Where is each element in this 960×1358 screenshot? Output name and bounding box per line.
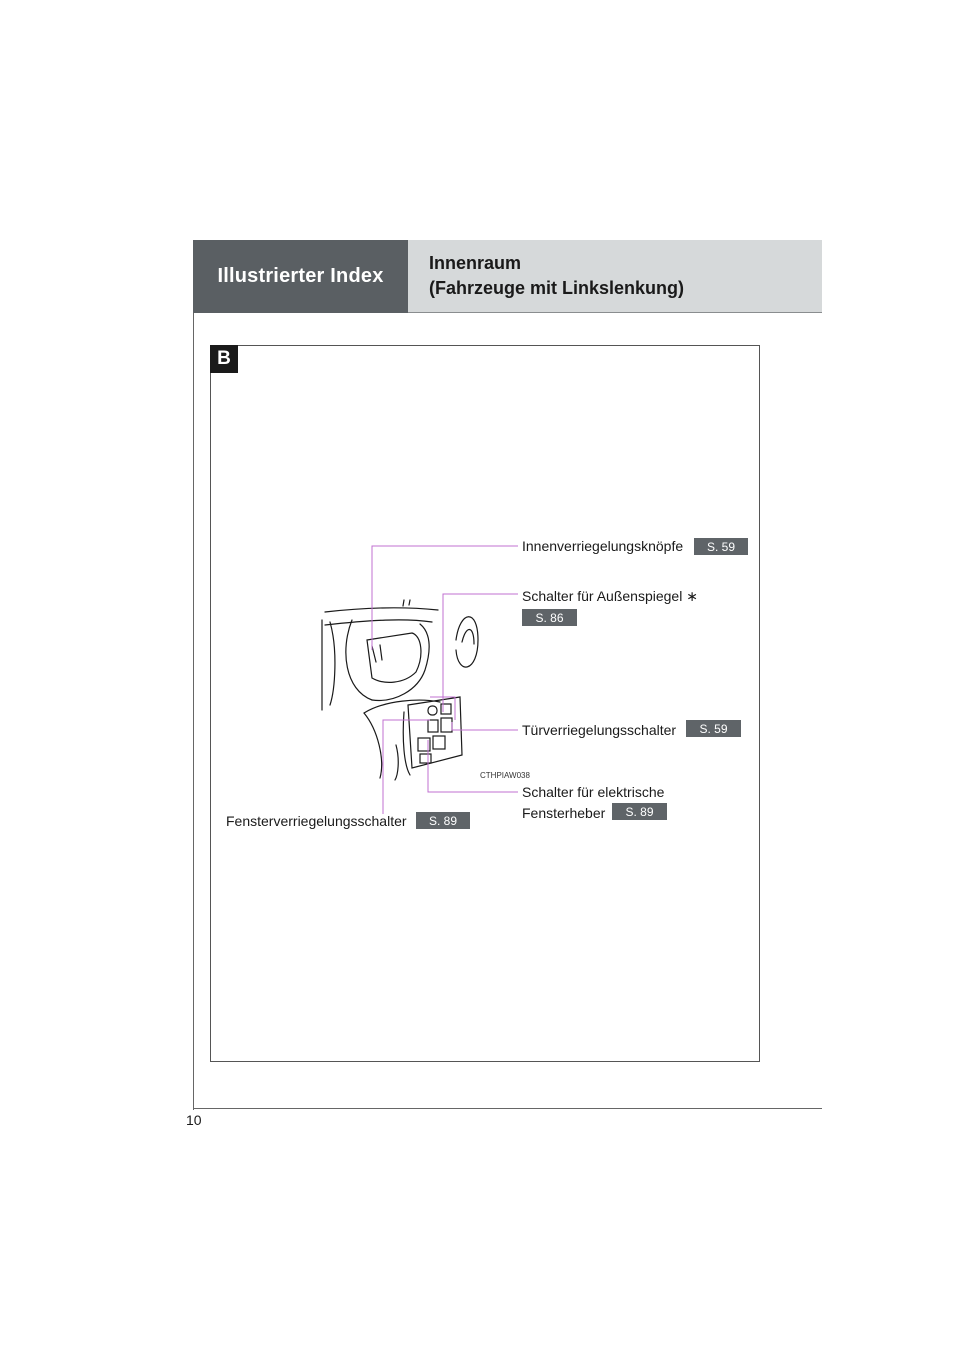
figure-code: CTHPIAW038 [480,771,530,780]
section-title: Illustrierter Index [193,240,408,313]
callout-fensterheber-label1: Schalter für elektrische [522,784,665,800]
callout-fensterheber-ref[interactable]: S. 89 [612,803,667,820]
callout-innenverriegelung-label: Innenverriegelungsknöpfe [522,538,684,554]
callout-fensterverriegelung-ref[interactable]: S. 89 [416,812,470,829]
callout-tuerverriegelung-ref[interactable]: S. 59 [686,720,741,737]
panel-badge: B [210,345,238,373]
callout-tuerverriegelung-label: Türverriegelungsschalter [522,722,677,738]
page-title-line1: Innenraum [429,253,522,273]
page-title-line2: (Fahrzeuge mit Linkslenkung) [429,278,685,298]
callout-fensterheber-label2: Fensterheber [522,805,606,821]
callout-fensterverriegelung-label: Fensterverriegelungsschalter [226,813,407,829]
callout-innenverriegelung-ref[interactable]: S. 59 [694,538,748,555]
callout-aussenspiegel-ref[interactable]: S. 86 [522,609,577,626]
callout-aussenspiegel-label: Schalter für Außenspiegel ∗ [522,588,698,604]
page-number: 10 [186,1112,202,1128]
